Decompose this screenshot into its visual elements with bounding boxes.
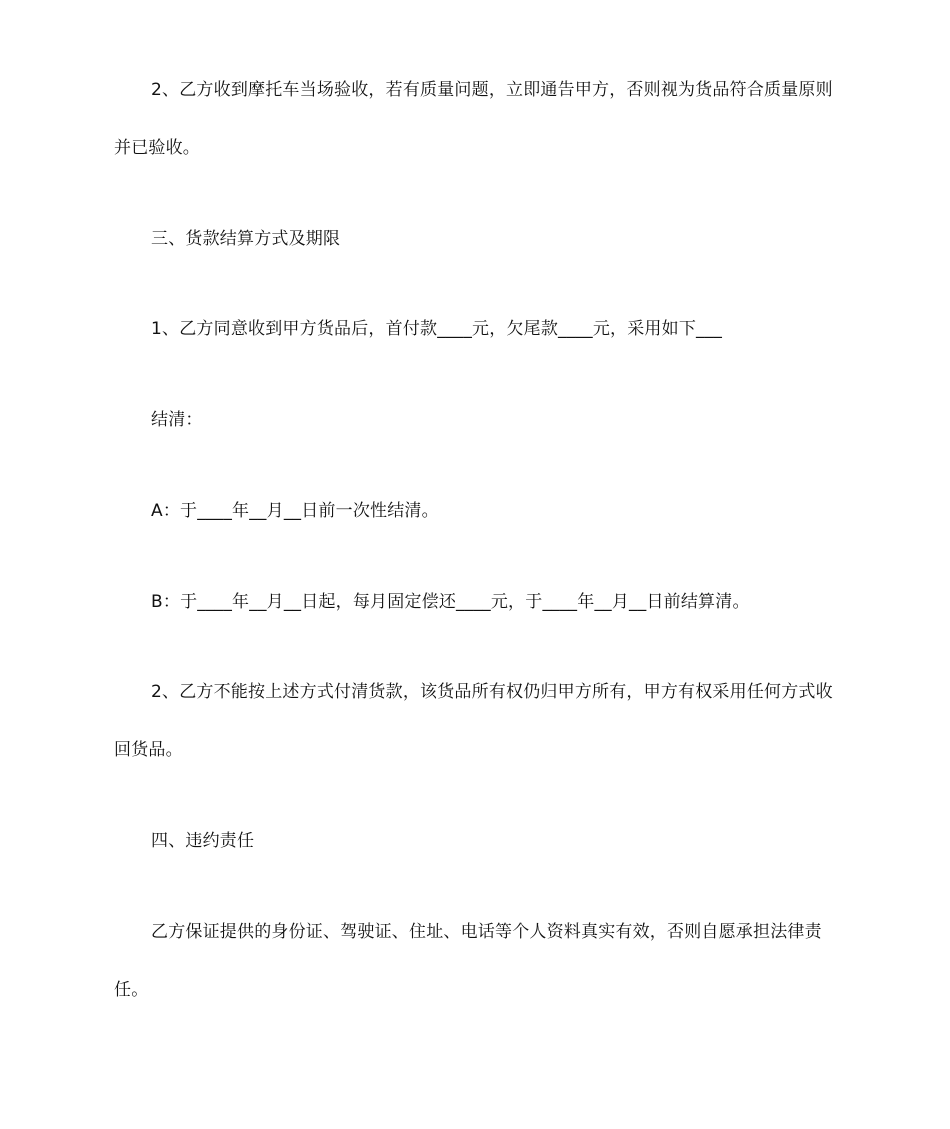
paragraph-liability-line-1: 乙方保证提供的身份证、驾驶证、住址、电话等个人资料真实有效，否则自愿承担法律责 xyxy=(151,922,822,942)
paragraph-ownership-line-2: 回货品。 xyxy=(114,740,183,760)
paragraph-inspection-line-2: 并已验收。 xyxy=(114,138,200,158)
paragraph-inspection-line-1: 2、乙方收到摩托车当场验收，若有质量问题，立即通告甲方，否则视为货品符合质量原则 xyxy=(151,80,833,100)
option-a-line: A：于____年__月__日前一次性结清。 xyxy=(151,501,439,521)
option-b-line: B：于____年__月__日起，每月固定偿还____元，于____年__月__日前结算清。 xyxy=(151,592,750,612)
paragraph-payment-terms: 1、乙方同意收到甲方货品后，首付款____元，欠尾款____元，采用如下___ xyxy=(151,319,723,339)
section-heading-liability: 四、违约责任 xyxy=(151,831,255,851)
paragraph-ownership-line-1: 2、乙方不能按上述方式付清货款，该货品所有权仍归甲方所有，甲方有权采用任何方式收 xyxy=(151,682,833,702)
paragraph-payment-settle: 结清： xyxy=(151,410,203,430)
paragraph-liability-line-2: 任。 xyxy=(114,980,149,1000)
section-heading-payment: 三、货款结算方式及期限 xyxy=(151,229,341,249)
